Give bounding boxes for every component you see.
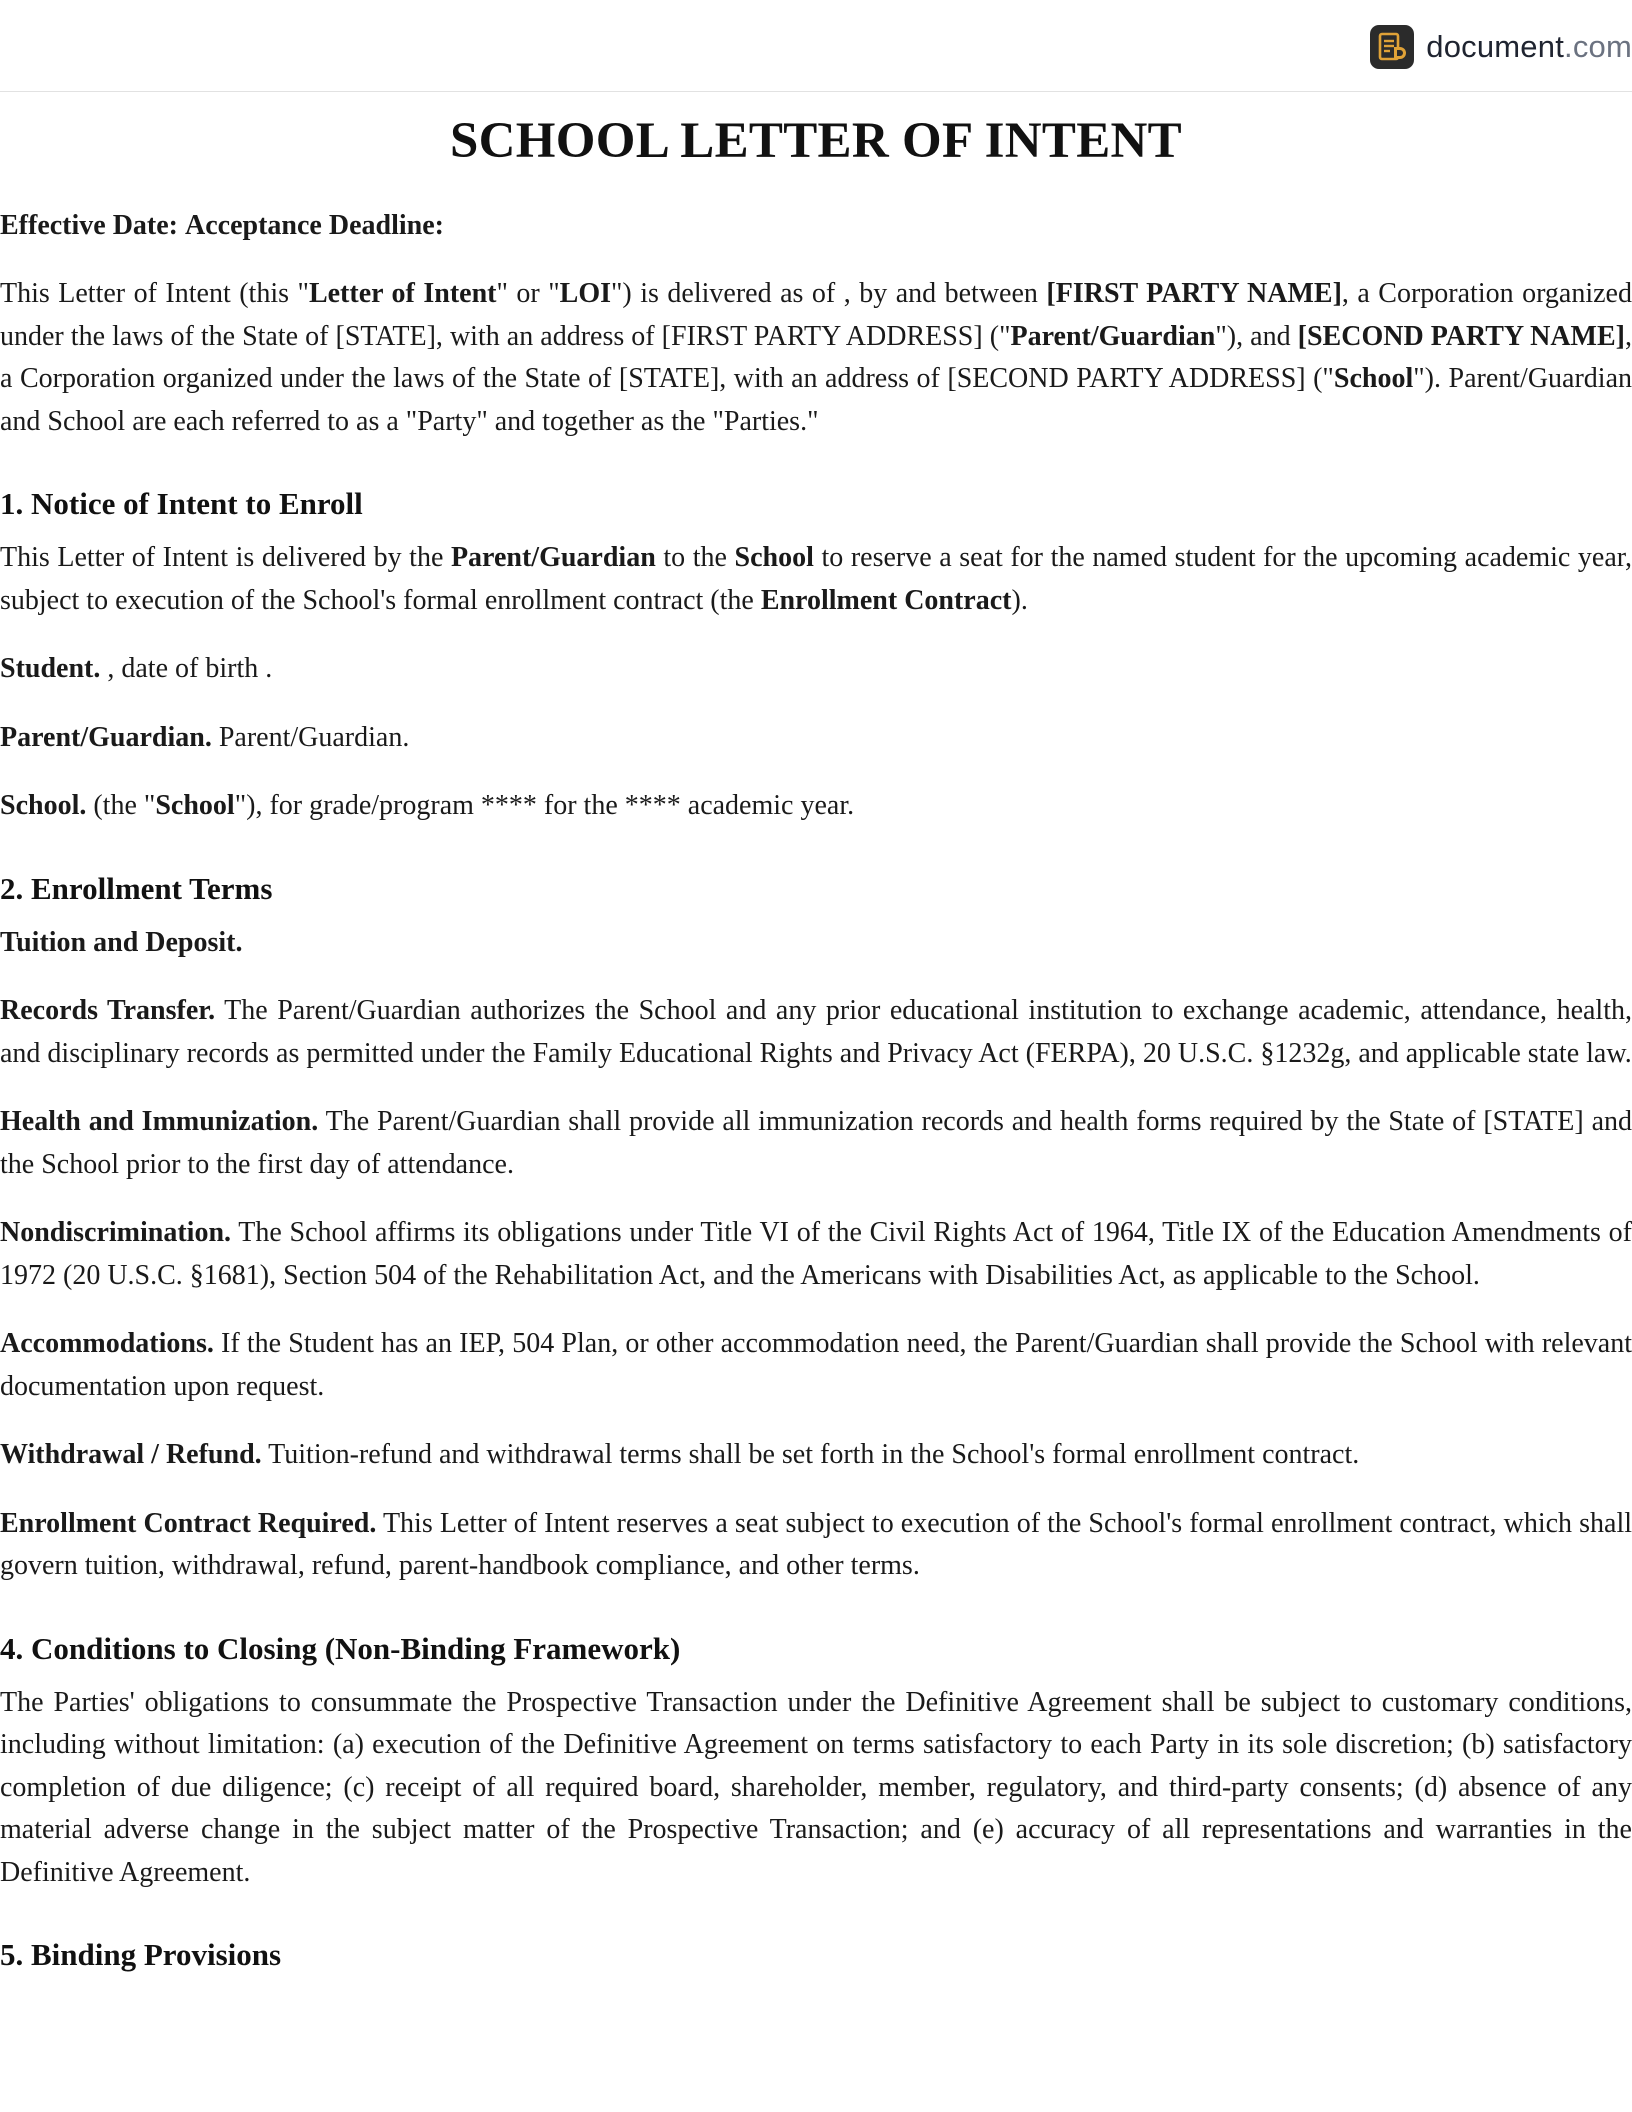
health-immunization-clause — [0, 1101, 1632, 1186]
intro-text: ") is delivered as of , by and between — [611, 278, 1047, 310]
records-transfer-clause — [0, 990, 1632, 1075]
parent-guardian-clause — [0, 717, 1632, 760]
conditions-to-closing-paragraph: The Parties' obligations to consummate the Prospective Transaction under the Definitive Agreement shall be subject to customary conditions, including without limitation: (a) execution of the Definitive Agreement on terms satisfactory to each Party in its sole discretion; (b) satisfactory completion of due diligence; (c) receipt of all required board, shareholder, member, regulatory, and third-party consents; (d) absence of any material adverse change in the subject matter of the Prospective Transaction; and (e) accuracy of all representations and warranties in the Definitive Agreement. — [0, 1686, 1632, 1888]
brand-name: document — [1426, 29, 1565, 64]
intro-paragraph — [0, 273, 1632, 443]
clause-label: Accommodations. — [0, 1328, 214, 1360]
clause-text: This Letter of Intent reserves a seat subject to execution of the School's formal enrollment contract, which shall govern tuition, withdrawal, refund, parent-handbook compliance, and other terms. — [0, 1507, 1632, 1582]
student-clause — [0, 648, 1632, 691]
document-title: SCHOOL LETTER OF INTENT — [450, 113, 1182, 169]
school-clause — [0, 785, 1632, 828]
clause-text: If the Student has an IEP, 504 Plan, or other accommodation need, the Parent/Guardian shall provide the School with relevant documentation upon request. — [0, 1328, 1632, 1402]
intro-text: , a Corporation organized under the laws of the State of [STATE], with an address of [SECOND PARTY ADDRESS] (" — [0, 320, 1632, 395]
section-1-paragraph — [0, 537, 1632, 622]
clause-label: Health and Immunization. — [0, 1106, 319, 1138]
intro-defined-term: LOI — [559, 278, 611, 310]
clause-label: Enrollment Contract Required. — [0, 1507, 377, 1539]
clause-label: Records Transfer. — [0, 995, 216, 1027]
section-text: ). — [1011, 584, 1028, 616]
second-party-name-placeholder: [SECOND PARTY NAME] — [1297, 320, 1625, 352]
clause-text: The School affirms its obligations under Title VI of the Civil Rights Act of 1964, Title IX of the Education Amendments of 1972 (20 U.S.C. §1681), Section 504 of the Rehabilitation Act, and the Americans with Disabilities Act, as applicable to the School. — [0, 1217, 1632, 1291]
clause-label: School. — [0, 790, 87, 822]
section-text: to the — [655, 542, 735, 574]
clause-label: Withdrawal / Refund. — [0, 1439, 262, 1471]
clause-text: The Parent/Guardian shall provide all immunization records and health forms required by the State of [STATE] and the School prior to the first day of attendance. — [0, 1106, 1632, 1180]
enrollment-contract-clause — [0, 1503, 1632, 1588]
defined-term: Parent/Guardian — [450, 542, 656, 574]
section-text: This Letter of Intent is delivered by the — [0, 542, 451, 574]
clause-label: Parent/Guardian. — [0, 721, 212, 753]
clause-text: , date of birth . — [100, 653, 273, 685]
first-party-name-placeholder: [FIRST PARTY NAME] — [1046, 278, 1342, 310]
effective-date-label: Effective Date: — [0, 209, 179, 241]
section-1-heading: 1. Notice of Intent to Enroll — [0, 486, 363, 522]
intro-text: "). Parent/Guardian and School are each referred to as a "Party" and together as the "Parties." — [0, 363, 1632, 437]
intro-defined-term: Letter of Intent — [308, 278, 497, 310]
intro-defined-term: Parent/Guardian — [1010, 320, 1216, 352]
brand-wordmark — [1426, 29, 1632, 65]
document-logo-icon — [1370, 25, 1414, 69]
section-2-heading: 2. Enrollment Terms — [0, 870, 273, 906]
section-4-heading: 4. Conditions to Closing (Non-Binding Framework) — [0, 1630, 681, 1666]
intro-defined-term: School — [1333, 363, 1414, 395]
tuition-deposit-clause — [0, 922, 1632, 965]
section-5-heading: 5. Binding Provisions — [0, 1937, 282, 1973]
intro-text: "), and — [1215, 320, 1298, 352]
acceptance-deadline-label: Acceptance Deadline: — [185, 209, 444, 241]
intro-text: This Letter of Intent (this " — [0, 278, 309, 310]
defined-term: School — [155, 790, 235, 822]
withdrawal-refund-clause — [0, 1434, 1632, 1477]
nondiscrimination-clause — [0, 1212, 1632, 1297]
accommodations-clause — [0, 1323, 1632, 1408]
clause-label: Student. — [0, 653, 101, 685]
clause-text: Tuition-refund and withdrawal terms shall be set forth in the School's formal enrollment contract. — [261, 1439, 1360, 1471]
defined-term: Enrollment Contract — [760, 584, 1012, 616]
section-text: to reserve a seat for the named student for the upcoming academic year, subject to execution of the School's formal enrollment contract (the — [0, 542, 1632, 616]
intro-text: " or " — [496, 278, 560, 310]
clause-text: "), for grade/program **** for the **** academic year. — [234, 790, 855, 822]
top-header-bar — [0, 0, 1632, 92]
clause-text: The Parent/Guardian authorizes the School and any prior educational institution to exchange academic, attendance, health, and disciplinary records as permitted under the Family Educational Rights and Privacy Act (FERPA), 20 U.S.C. §1232g, and applicable state law. — [0, 995, 1632, 1069]
document-body — [0, 92, 1632, 1976]
clause-label: Tuition and Deposit. — [0, 926, 243, 958]
defined-term: School — [734, 542, 814, 574]
brand-link[interactable] — [1370, 24, 1632, 70]
clause-text: (the " — [86, 790, 156, 822]
date-fields-line — [0, 205, 1632, 248]
clause-label: Nondiscrimination. — [0, 1217, 232, 1249]
clause-text: Parent/Guardian. — [211, 721, 410, 753]
intro-text: , a Corporation organized under the laws of the State of [STATE], with an address of [FIRST PARTY ADDRESS] (" — [0, 278, 1632, 352]
brand-tld: .com — [1564, 29, 1632, 64]
